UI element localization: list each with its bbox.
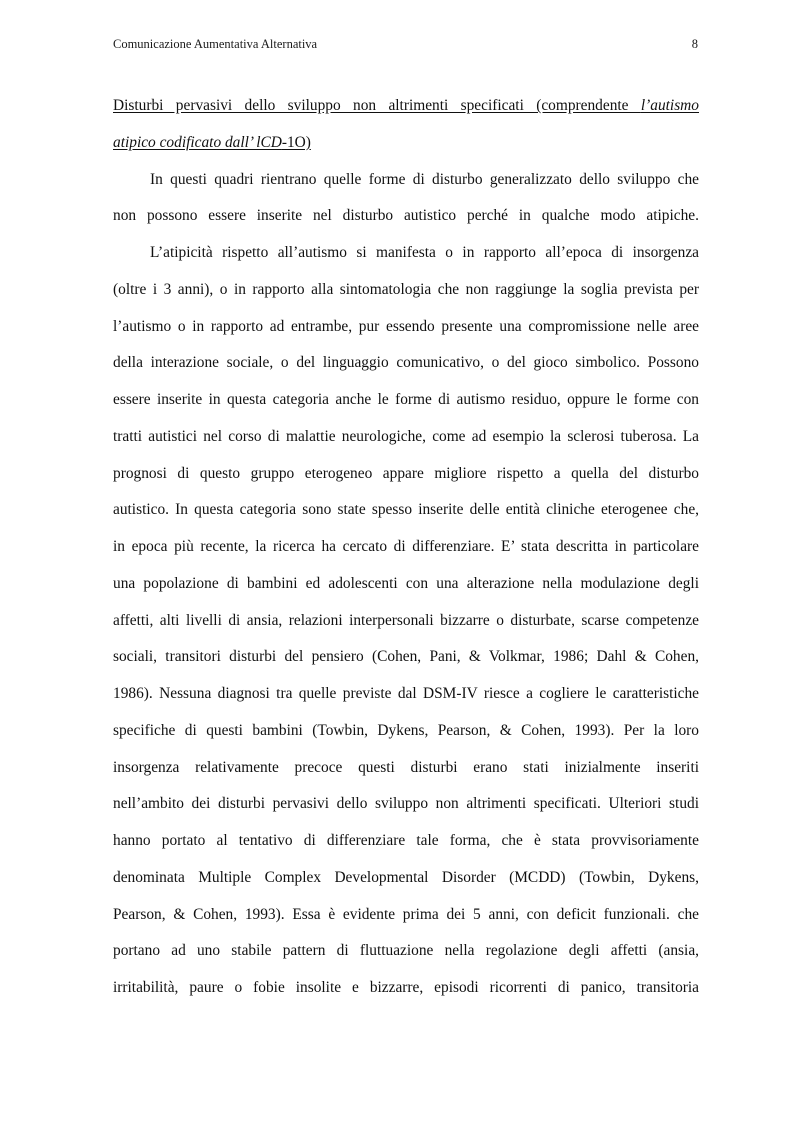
paragraph-2-line: autistico. In questa categoria sono state spesso inserite delle entità cliniche eterogenee che, [113,501,699,519]
paragraph-2-line: Pearson, & Cohen, 1993). Essa è evidente prima dei 5 anni, con deficit funzionali. che [113,905,699,923]
running-header [113,37,698,55]
paragraph-2-line: insorgenza relativamente precoce questi disturbi erano stati inizialmente inseriti [113,758,699,776]
paragraph-2-line: della interazione sociale, o del linguaggio comunicativo, o del gioco simbolico. Possono [113,354,699,372]
paragraph-2-line: sociali, transitori disturbi del pensiero (Cohen, Pani, & Volkmar, 1986; Dahl & Cohen, [113,648,699,666]
paragraph-2-line: tratti autistici nel corso di malattie neurologiche, come ad esempio la sclerosi tuberosa. La [113,427,699,445]
paragraph-2-line: in epoca più recente, la ricerca ha cercato di differenziare. E’ stata descritta in particolare [113,538,699,555]
section-heading-tail: -1O) [281,133,311,151]
section-heading-line-1 [113,88,699,125]
section-heading-italic-2: atipico codificato dall’ lCD [113,133,282,151]
paragraph-2-line: una popolazione di bambini ed adolescenti con una alterazione nella modulazione degli [113,574,699,592]
paragraph-2-line: essere inserite in questa categoria anche le forme di autismo residuo, oppure le forme con [113,391,699,408]
page-number: 8 [691,37,698,51]
paragraph-2-line: affetti, alti livelli di ansia, relazioni interpersonali bizzarre o disturbate, scarse competenze [113,611,699,629]
paragraph-1-line: In questi quadri rientrano quelle forme di disturbo generalizzato dello sviluppo che [150,170,699,188]
paragraph-2-line: specifiche di questi bambini (Towbin, Dykens, Pearson, & Cohen, 1993). Per la loro [113,721,699,739]
paragraph-2-line: prognosi di questo gruppo eterogeneo appare migliore rispetto a quella del disturbo [113,464,699,482]
section-heading-italic: l’autismo [640,97,699,114]
header-title: Comunicazione Aumentativa Alternativa [113,37,318,51]
paragraph-2-line: 1986). Nessuna diagnosi tra quelle previste dal DSM-IV riesce a cogliere le caratteristiche [113,685,699,702]
paragraph-2-line: l’autismo o in rapporto ad entrambe, pur essendo presente una compromissione nelle aree [113,317,699,335]
paragraph-2-line: denominata Multiple Complex Developmental Disorder (MCDD) (Towbin, Dykens, [113,868,699,886]
section-heading-line-2 [113,125,699,162]
paragraph-2-line: portano ad uno stabile pattern di fluttuazione nella regolazione degli affetti (ansia, [113,942,699,960]
paragraph-2-line: nell’ambito dei disturbi pervasivi dello sviluppo non altrimenti specificati. Ulteriori studi [113,795,699,813]
paragraph-2-line: hanno portato al tentativo di differenziare tale forma, che è stata provvisoriamente [113,832,699,849]
paragraph-2-line: irritabilità, paure o fobie insolite e bizzarre, episodi ricorrenti di panico, transitoria [113,979,699,996]
paragraph-2-line: L’atipicità rispetto all’autismo si manifesta o in rapporto all’epoca di insorgenza [150,244,699,261]
paragraph-1-line: non possono essere inserite nel disturbo autistico perché in qualche modo atipiche. [113,207,699,225]
section-heading-text: Disturbi pervasivi dello sviluppo non altrimenti specificati (comprendente [113,97,641,114]
paragraph-2-line: (oltre i 3 anni), o in rapporto alla sintomatologia che non raggiunge la soglia prevista per [113,280,699,298]
document-body [113,88,699,1007]
